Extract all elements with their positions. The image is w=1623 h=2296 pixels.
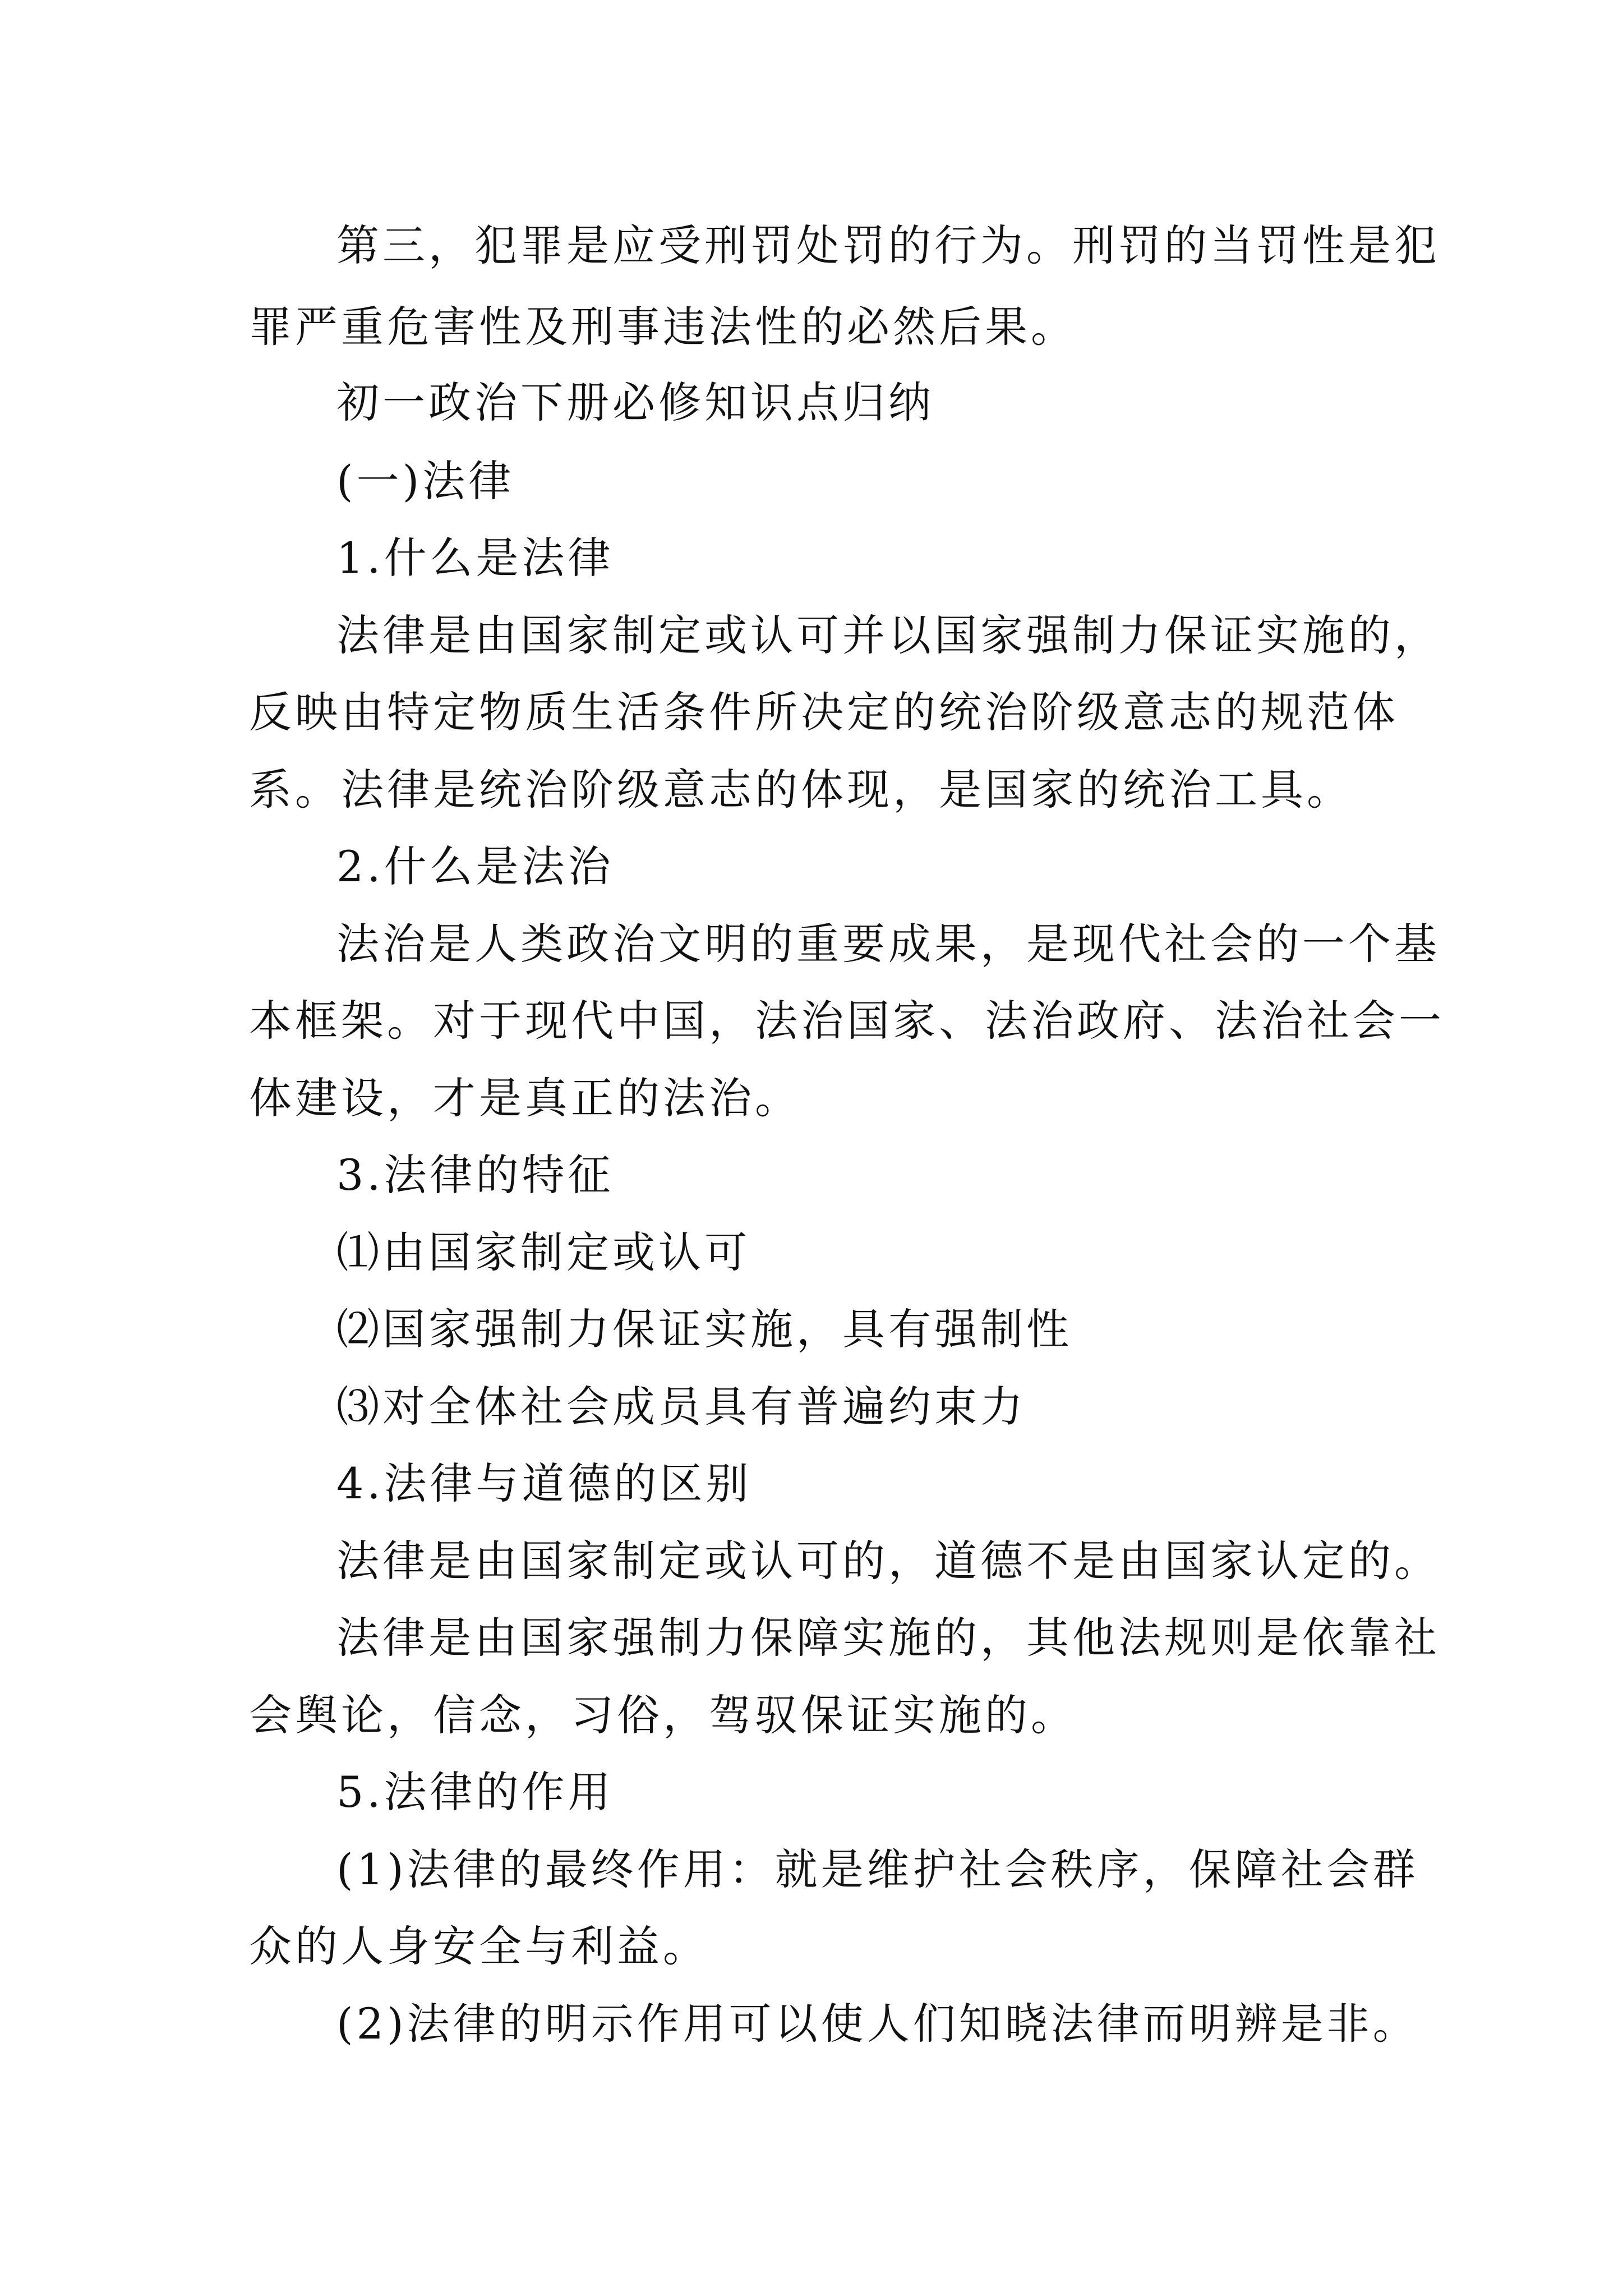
text-line: 众的人身安全与利益。 (249, 1921, 709, 1971)
text-line: 罪严重危害性及刑事违法性的必然后果。 (249, 302, 1077, 352)
text-line: 法律是由国家制定或认可的，道德不是由国家认定的。 (336, 1536, 1440, 1586)
text-line: 3.法律的特征 (336, 1150, 614, 1200)
text-line: 法治是人类政治文明的重要成果，是现代社会的一个基 (336, 919, 1440, 969)
text-line: ⑶对全体社会成员具有普遍约束力 (336, 1382, 1026, 1432)
text-line: ⑵国家强制力保证实施，具有强制性 (336, 1304, 1072, 1354)
text-line: 2.什么是法治 (336, 841, 614, 891)
text-line: 反映由特定物质生活条件所决定的统治阶级意志的规范体 (249, 687, 1399, 737)
text-line: 系。法律是统治阶级意志的体现，是国家的统治工具。 (249, 765, 1353, 815)
text-line: 1.什么是法律 (336, 533, 614, 583)
text-line: 第三，犯罪是应受刑罚处罚的行为。刑罚的当罚性是犯 (336, 220, 1440, 270)
text-line: 体建设，才是真正的法治。 (249, 1073, 801, 1123)
text-line: 4.法律与道德的区别 (336, 1458, 752, 1508)
text-line: 法律是由国家制定或认可并以国家强制力保证实施的， (336, 610, 1440, 660)
text-line: 初一政治下册必修知识点归纳 (336, 378, 934, 427)
text-line: 会舆论，信念，习俗，驾驭保证实施的。 (249, 1690, 1077, 1740)
text-line: (2)法律的明示作用可以使人们知晓法律而明辨是非。 (336, 1999, 1419, 2049)
text-line: (1)法律的最终作用：就是维护社会秩序，保障社会群 (336, 1844, 1419, 1894)
text-line: 法律是由国家强制力保障实施的，其他法规则是依靠社 (336, 1613, 1440, 1663)
text-line: 本框架。对于现代中国，法治国家、法治政府、法治社会一 (249, 996, 1445, 1046)
text-line: ⑴由国家制定或认可 (336, 1227, 750, 1277)
text-line: 5.法律的作用 (336, 1767, 614, 1817)
text-line: (一)法律 (336, 456, 515, 506)
